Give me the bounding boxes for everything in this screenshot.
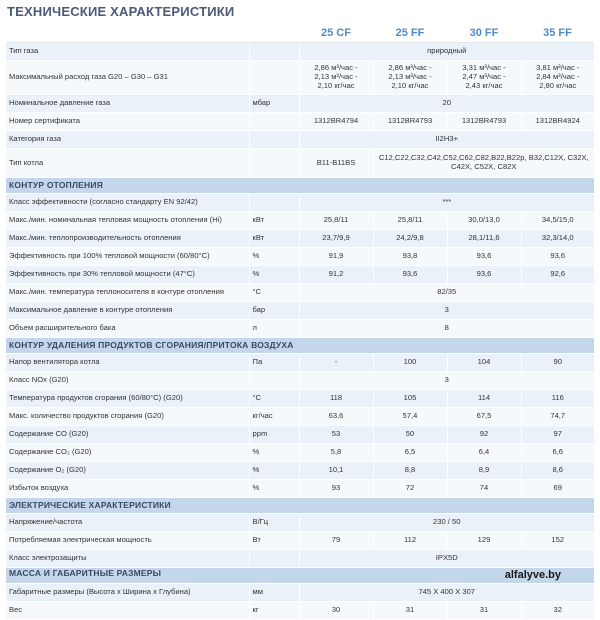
spec-value: 100 bbox=[373, 354, 447, 372]
spec-unit: % bbox=[249, 462, 299, 480]
spec-row bbox=[6, 602, 594, 620]
spec-unit: Вт bbox=[249, 532, 299, 550]
spec-row bbox=[6, 43, 594, 61]
spec-value: 31 bbox=[373, 602, 447, 620]
spec-value: 93,6 bbox=[447, 248, 521, 266]
spec-unit: В/Гц bbox=[249, 514, 299, 532]
spec-row bbox=[6, 354, 594, 372]
spec-value: 5,8 bbox=[299, 444, 373, 462]
spec-label: Макс./мин. номинальная тепловая мощность отопления (Hi) bbox=[6, 212, 249, 230]
section-title-cell bbox=[6, 568, 594, 584]
spec-unit bbox=[249, 131, 299, 149]
spec-value: 2,86 м³/час - 2,13 м³/час - 2,10 кг/час bbox=[373, 61, 447, 95]
spec-label: Класс электрозащиты bbox=[6, 550, 249, 568]
spec-value-merged: 745 X 400 X 307 bbox=[299, 584, 594, 602]
spec-value: 1312BR4793 bbox=[373, 113, 447, 131]
spec-unit: кг bbox=[249, 602, 299, 620]
spec-value: 112 bbox=[373, 532, 447, 550]
spec-label: Класс NOx (G20) bbox=[6, 372, 249, 390]
spec-value: 97 bbox=[521, 426, 594, 444]
spec-value: 8,8 bbox=[373, 462, 447, 480]
spec-value: 116 bbox=[521, 390, 594, 408]
spec-row bbox=[6, 444, 594, 462]
spec-unit: °C bbox=[249, 390, 299, 408]
spec-value: 129 bbox=[447, 532, 521, 550]
spec-label: Категория газа bbox=[6, 131, 249, 149]
spec-value: 1312BR4924 bbox=[521, 113, 594, 131]
spec-value: 2,86 м³/час - 2,13 м³/час - 2,10 кг/час bbox=[299, 61, 373, 95]
spec-value-merged: 8 bbox=[299, 320, 594, 338]
spec-value: 79 bbox=[299, 532, 373, 550]
spec-row bbox=[6, 194, 594, 212]
spec-value: 24,2/9,8 bbox=[373, 230, 447, 248]
spec-value: 105 bbox=[373, 390, 447, 408]
header-empty-unit bbox=[249, 24, 299, 43]
spec-value-merged: 3 bbox=[299, 302, 594, 320]
spec-row bbox=[6, 113, 594, 131]
spec-row bbox=[6, 212, 594, 230]
header-empty-label bbox=[6, 24, 249, 43]
section-title: КОНТУР ОТОПЛЕНИЯ bbox=[9, 179, 103, 190]
spec-value: 93,8 bbox=[373, 248, 447, 266]
page-title: ТЕХНИЧЕСКИЕ ХАРАКТЕРИСТИКИ bbox=[7, 4, 235, 19]
spec-label: Тип газа bbox=[6, 43, 249, 61]
section-title: ЭЛЕКТРИЧЕСКИЕ ХАРАКТЕРИСТИКИ bbox=[9, 499, 171, 510]
section-title-cell bbox=[6, 178, 594, 194]
specs-table-body bbox=[6, 24, 594, 620]
model-header-row bbox=[6, 24, 594, 43]
spec-unit bbox=[249, 372, 299, 390]
spec-value: 69 bbox=[521, 480, 594, 498]
spec-row bbox=[6, 426, 594, 444]
spec-value: 25,8/11 bbox=[373, 212, 447, 230]
spec-value: 93,6 bbox=[373, 266, 447, 284]
spec-label: Макс./мин. теплопроизводительность отопления bbox=[6, 230, 249, 248]
spec-value: 34,5/15,0 bbox=[521, 212, 594, 230]
spec-label: Габаритные размеры (Высота x Ширина x Глубина) bbox=[6, 584, 249, 602]
spec-unit bbox=[249, 550, 299, 568]
model-header: 25 CF bbox=[299, 24, 373, 43]
spec-value: 1312BR4794 bbox=[299, 113, 373, 131]
spec-row bbox=[6, 584, 594, 602]
spec-unit: % bbox=[249, 266, 299, 284]
spec-row bbox=[6, 480, 594, 498]
spec-row bbox=[6, 149, 594, 178]
spec-label: Объем расширительного бака bbox=[6, 320, 249, 338]
spec-value: 31 bbox=[447, 602, 521, 620]
spec-label: Содержание O₂ (G20) bbox=[6, 462, 249, 480]
spec-row bbox=[6, 390, 594, 408]
spec-label: Макс./мин. температура теплоносителя в контуре отопления bbox=[6, 284, 249, 302]
spec-label: Содержание CO₂ (G20) bbox=[6, 444, 249, 462]
spec-label: Максимальный расход газа G20 – G30 – G31 bbox=[6, 61, 249, 95]
spec-value: 1312BR4793 bbox=[447, 113, 521, 131]
spec-unit bbox=[249, 113, 299, 131]
spec-value: 28,1/11,6 bbox=[447, 230, 521, 248]
spec-unit: Па bbox=[249, 354, 299, 372]
spec-value-merged: IPX5D bbox=[299, 550, 594, 568]
spec-row bbox=[6, 302, 594, 320]
spec-value: 152 bbox=[521, 532, 594, 550]
spec-value: 74,7 bbox=[521, 408, 594, 426]
spec-value: B11-B11BS bbox=[299, 149, 373, 178]
spec-value: 118 bbox=[299, 390, 373, 408]
spec-value: 114 bbox=[447, 390, 521, 408]
spec-unit bbox=[249, 61, 299, 95]
spec-row bbox=[6, 230, 594, 248]
spec-row bbox=[6, 408, 594, 426]
spec-value: 6,6 bbox=[521, 444, 594, 462]
spec-value-merged: *** bbox=[299, 194, 594, 212]
spec-label: Максимальное давление в контуре отопления bbox=[6, 302, 249, 320]
spec-value: 63,6 bbox=[299, 408, 373, 426]
watermark: alfalyve.by bbox=[504, 569, 561, 582]
spec-label: Класс эффективности (согласно стандарту EN 92/42) bbox=[6, 194, 249, 212]
spec-unit: °C bbox=[249, 284, 299, 302]
spec-value-merged: 20 bbox=[299, 95, 594, 113]
spec-row bbox=[6, 550, 594, 568]
spec-value: 6,5 bbox=[373, 444, 447, 462]
spec-unit: кВт bbox=[249, 212, 299, 230]
section-title-cell bbox=[6, 338, 594, 354]
spec-value-merged: C12,C22,C32,C42,C52,C62,C82,B22,B22p, B32,C12X, C32X, C42X, C52X, C82X bbox=[373, 149, 594, 178]
spec-unit: кг/час bbox=[249, 408, 299, 426]
model-header: 35 FF bbox=[521, 24, 594, 43]
spec-value-merged: природный bbox=[299, 43, 594, 61]
spec-value: 93,6 bbox=[521, 248, 594, 266]
spec-row bbox=[6, 372, 594, 390]
spec-value-merged: 230 / 50 bbox=[299, 514, 594, 532]
spec-unit bbox=[249, 194, 299, 212]
spec-value: 6,4 bbox=[447, 444, 521, 462]
spec-value: 90 bbox=[521, 354, 594, 372]
spec-value: 3,81 м³/час - 2,84 м³/час - 2,80 кг/час bbox=[521, 61, 594, 95]
spec-value: 30 bbox=[299, 602, 373, 620]
spec-label: Макс. количество продуктов сгорания (G20) bbox=[6, 408, 249, 426]
spec-value: 3,31 м³/час - 2,47 м³/час - 2,43 кг/час bbox=[447, 61, 521, 95]
spec-label: Номер сертификата bbox=[6, 113, 249, 131]
section-title: МАССА И ГАБАРИТНЫЕ РАЗМЕРЫ bbox=[9, 568, 162, 579]
spec-row bbox=[6, 284, 594, 302]
spec-value: 92,6 bbox=[521, 266, 594, 284]
spec-row bbox=[6, 320, 594, 338]
spec-value-merged: 82/35 bbox=[299, 284, 594, 302]
spec-unit: % bbox=[249, 480, 299, 498]
spec-value: 93,6 bbox=[447, 266, 521, 284]
spec-row bbox=[6, 248, 594, 266]
spec-value: 32,3/14,0 bbox=[521, 230, 594, 248]
spec-value: 10,1 bbox=[299, 462, 373, 480]
section-title-cell bbox=[6, 498, 594, 514]
spec-label: Избыток воздуха bbox=[6, 480, 249, 498]
spec-value: 74 bbox=[447, 480, 521, 498]
spec-value: 67,5 bbox=[447, 408, 521, 426]
spec-unit: кВт bbox=[249, 230, 299, 248]
spec-value: 93 bbox=[299, 480, 373, 498]
spec-label: Содержание CO (G20) bbox=[6, 426, 249, 444]
spec-value: 8,9 bbox=[447, 462, 521, 480]
spec-value: 25,8/11 bbox=[299, 212, 373, 230]
spec-value: 50 bbox=[373, 426, 447, 444]
spec-label: Эффективность при 30% тепловой мощности (47°C) bbox=[6, 266, 249, 284]
spec-row bbox=[6, 131, 594, 149]
spec-unit: % bbox=[249, 444, 299, 462]
section-title: КОНТУР УДАЛЕНИЯ ПРОДУКТОВ СГОРАНИЯ/ПРИТОКА ВОЗДУХА bbox=[9, 339, 294, 350]
spec-unit: мбар bbox=[249, 95, 299, 113]
spec-unit: л bbox=[249, 320, 299, 338]
spec-unit: % bbox=[249, 248, 299, 266]
spec-value-merged: 3 bbox=[299, 372, 594, 390]
spec-label: Температура продуктов сгорания (60/80°C) (G20) bbox=[6, 390, 249, 408]
spec-label: Вес bbox=[6, 602, 249, 620]
spec-row bbox=[6, 61, 594, 95]
spec-label: Напряжение/частота bbox=[6, 514, 249, 532]
spec-unit bbox=[249, 43, 299, 61]
spec-row bbox=[6, 95, 594, 113]
spec-label: Эффективность при 100% тепловой мощности (60/80°C) bbox=[6, 248, 249, 266]
spec-row bbox=[6, 514, 594, 532]
section-header bbox=[6, 498, 594, 514]
spec-value: 32 bbox=[521, 602, 594, 620]
model-header: 30 FF bbox=[447, 24, 521, 43]
spec-value: 91,9 bbox=[299, 248, 373, 266]
spec-value: 72 bbox=[373, 480, 447, 498]
spec-row bbox=[6, 532, 594, 550]
spec-value: 53 bbox=[299, 426, 373, 444]
spec-value: 57,4 bbox=[373, 408, 447, 426]
spec-unit: бар bbox=[249, 302, 299, 320]
specs-table bbox=[6, 24, 594, 620]
spec-unit bbox=[249, 149, 299, 178]
spec-row bbox=[6, 266, 594, 284]
spec-value: 23,7/9,9 bbox=[299, 230, 373, 248]
section-header bbox=[6, 178, 594, 194]
spec-unit: ppm bbox=[249, 426, 299, 444]
spec-value: 92 bbox=[447, 426, 521, 444]
spec-value: 8,6 bbox=[521, 462, 594, 480]
section-header bbox=[6, 568, 594, 584]
spec-label: Потребляемая электрическая мощность bbox=[6, 532, 249, 550]
spec-label: Тип котла bbox=[6, 149, 249, 178]
spec-value: 104 bbox=[447, 354, 521, 372]
spec-row bbox=[6, 462, 594, 480]
spec-unit: мм bbox=[249, 584, 299, 602]
spec-label: Напор вентилятора котла bbox=[6, 354, 249, 372]
spec-value: 30,0/13,0 bbox=[447, 212, 521, 230]
section-header bbox=[6, 338, 594, 354]
spec-value-merged: II2H3+ bbox=[299, 131, 594, 149]
spec-value: - bbox=[299, 354, 373, 372]
spec-value: 91,2 bbox=[299, 266, 373, 284]
spec-label: Номинальное давление газа bbox=[6, 95, 249, 113]
model-header: 25 FF bbox=[373, 24, 447, 43]
